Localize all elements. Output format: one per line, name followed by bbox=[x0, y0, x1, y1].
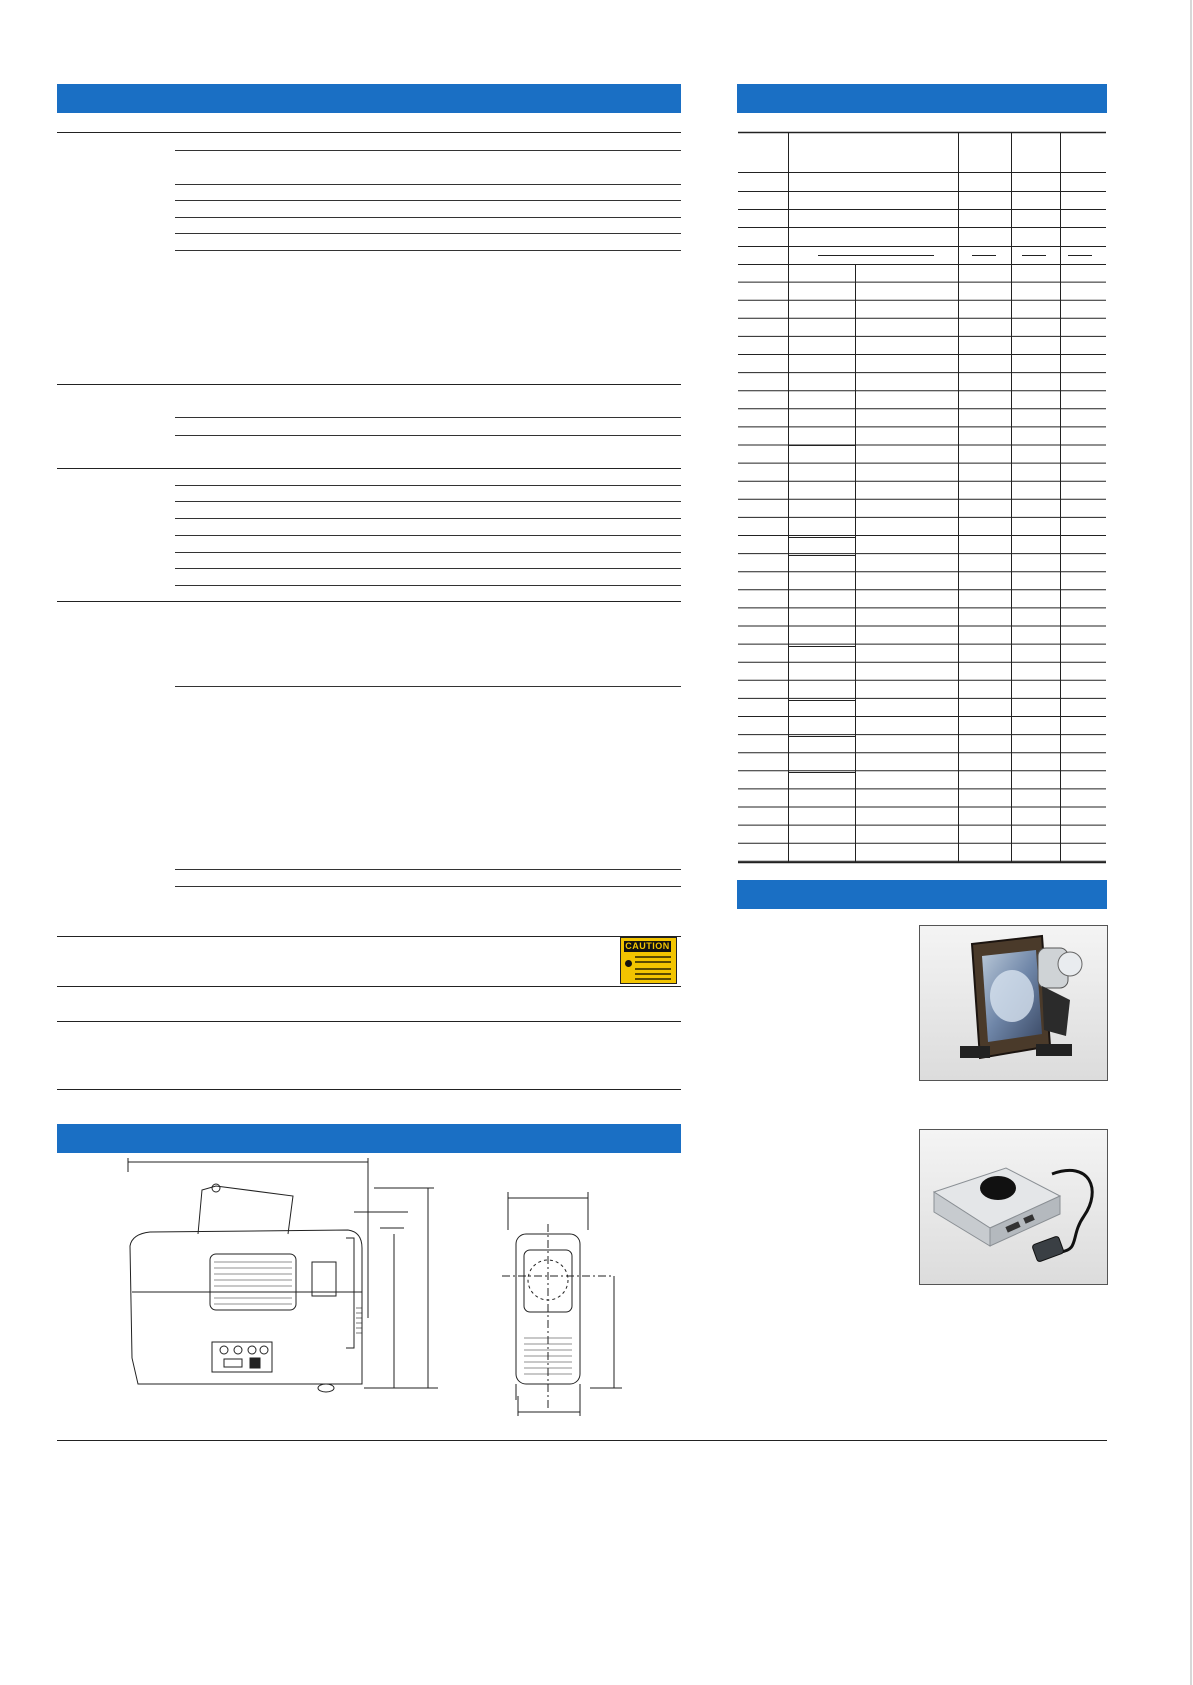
caution-label bbox=[620, 937, 677, 984]
footer-rule bbox=[57, 1440, 1107, 1441]
caution-label-heading: CAUTION bbox=[625, 941, 670, 951]
dimensions-header bbox=[57, 1124, 681, 1153]
options-header bbox=[737, 880, 1107, 909]
specifications-header bbox=[57, 84, 681, 113]
page-edge bbox=[1190, 0, 1192, 1685]
projector-side-drawing bbox=[118, 1158, 438, 1398]
lamp-module-photo bbox=[919, 925, 1108, 1081]
compatibility-header bbox=[737, 84, 1107, 113]
remote-mouse-receiver-photo bbox=[919, 1129, 1108, 1285]
projector-front-drawing bbox=[494, 1190, 634, 1430]
warning-label-icon bbox=[625, 960, 632, 967]
